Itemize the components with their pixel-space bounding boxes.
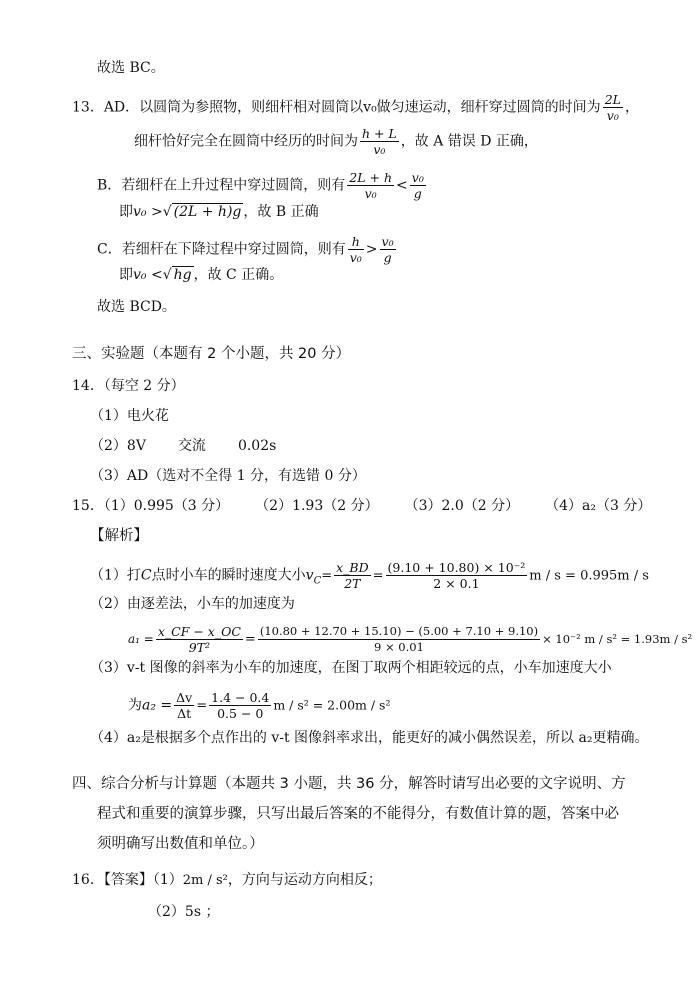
text: ，故 C 正确。: [193, 267, 284, 283]
radicand: hg: [173, 267, 192, 283]
denominator: v₀: [373, 142, 386, 157]
result: × 10⁻² m / s² = 1.93m / s²: [542, 632, 693, 646]
q13-line: [72, 92, 639, 123]
math: a₁ =: [128, 632, 154, 646]
text: B．若细杆在上升过程中穿过圆筒，则有: [97, 177, 346, 194]
math: v₀ <: [133, 267, 163, 283]
text: （3）2.0（2 分）: [404, 498, 520, 514]
q16-line-2: （2）5s ；: [148, 904, 220, 920]
math: 2m / s²: [182, 873, 228, 888]
question-number: 13．AD．: [72, 99, 140, 116]
numerator: (10.80 + 12.70 + 15.10) − (5.00 + 7.10 + 9.10): [259, 624, 539, 638]
point-label: C: [140, 567, 152, 584]
text: 即: [119, 204, 133, 220]
analysis-line-3b: [128, 690, 390, 721]
sqrt-sign: √: [162, 204, 172, 220]
fraction: [360, 126, 399, 157]
text: 16．【答案】（1）: [72, 872, 183, 888]
greater-than: >: [365, 241, 378, 258]
text: （2）1.93（2 分）: [255, 498, 379, 514]
equals: =: [244, 632, 256, 647]
text: ，方向与运动方向相反；: [227, 872, 382, 888]
denominator: 2 × 0.1: [433, 576, 480, 591]
analysis-line-2: （2）由逐差法，小车的加速度为: [90, 596, 295, 612]
text-line: 故选 BC。: [97, 60, 165, 76]
fraction: [386, 560, 528, 591]
denominator: v₀: [349, 250, 362, 265]
denominator: 2T: [344, 576, 361, 591]
analysis-line-3: （3）v-t 图像的斜率为小车的加速度，在图丁取两个相距较远的点，小车加速度大小: [90, 660, 612, 676]
sqrt-sign: √: [162, 267, 172, 283]
analysis-line-1: [90, 560, 649, 591]
numerator: v₀: [381, 234, 394, 249]
denominator: g: [383, 250, 392, 265]
numerator: v₀: [411, 170, 424, 185]
result: m / s² = 2.00m / s²: [273, 697, 391, 713]
fraction: [209, 690, 271, 721]
math: v₀ >: [133, 204, 163, 220]
analysis-line-2b: [128, 624, 692, 655]
text: 为: [128, 697, 142, 714]
numerator: Δv: [176, 690, 193, 705]
denominator: 9 × 0.01: [374, 640, 424, 654]
denominator: g: [413, 186, 422, 201]
numerator: 1.4 − 0.4: [211, 690, 270, 705]
answer-line: [90, 436, 276, 456]
text: 以圆筒为参照物，则细杆相对圆筒以v₀做匀速运动，细杆穿过圆筒的时间为: [139, 99, 601, 116]
numerator: 2L + h: [349, 170, 393, 185]
fraction: [174, 690, 194, 721]
text: （1）打: [90, 567, 141, 584]
fraction: [258, 624, 540, 655]
numerator: h + L: [362, 126, 397, 141]
denominator: 9T²: [188, 640, 211, 655]
text: （2）8V: [90, 438, 146, 454]
less-than: <: [396, 177, 408, 194]
text-line: 故选 BCD。: [97, 299, 176, 315]
question-line: 14．（每空 2 分）: [72, 378, 185, 394]
answer-line: （3）AD（选对不全得 1 分，有选错 0 分）: [90, 468, 366, 484]
option-c-line-2: [119, 265, 283, 285]
fraction: [348, 234, 364, 265]
fraction: [156, 624, 243, 655]
section-heading: 四、综合分析与计算题（本题共 3 小题，共 36 分，解答时请写出必要的文字说明、方: [72, 776, 626, 792]
analysis-heading: 【解析】: [90, 528, 148, 544]
equals: =: [372, 568, 384, 584]
answer-line: （1）电火花: [90, 408, 169, 424]
math: v: [305, 567, 314, 584]
fraction: [347, 170, 394, 201]
text: （4）a₂（3 分）: [545, 498, 652, 514]
text: 0.02s: [237, 438, 277, 454]
numerator: x_CF − x_OC: [157, 624, 241, 639]
section-heading: 三、实验题（本题有 2 个小题，共 20 分）: [72, 346, 351, 362]
denominator: 0.5 − 0: [217, 706, 264, 721]
numerator: x_BD: [336, 560, 369, 575]
text: ，: [624, 99, 639, 116]
option-b-line-2: [119, 202, 319, 222]
result: m / s = 0.995m / s: [529, 568, 649, 584]
text: ，故 B 正确: [243, 204, 319, 220]
fraction: [380, 234, 396, 265]
text: ，故 A 错误 D 正确，: [400, 133, 538, 150]
option-b-line: [97, 170, 428, 201]
numerator: (9.10 + 10.80) × 10⁻²: [387, 560, 526, 575]
math: a₂ =: [142, 697, 173, 714]
radicand: (2L + h)g: [173, 204, 242, 220]
numerator: 2L: [604, 92, 621, 107]
equals: =: [196, 698, 208, 714]
analysis-line-4: （4）a₂是根据多个点作出的 v-t 图像斜率求出，能更好的减小偶然误差，所以 a₂更精确。: [90, 730, 649, 746]
fraction: [410, 170, 426, 201]
text: 细杆恰好完全在圆筒中经历的时间为: [134, 133, 358, 150]
text: 15．（1）0.995（3 分）: [72, 498, 230, 514]
option-c-line: [97, 234, 398, 265]
equals: =: [321, 568, 333, 584]
section-heading-cont: 须明确写出数值和单位。）: [97, 836, 264, 852]
text: 即: [119, 267, 133, 283]
subscript: C: [313, 575, 322, 587]
fraction: [334, 560, 371, 591]
denominator: Δt: [177, 706, 192, 721]
numerator: h: [348, 234, 364, 250]
denominator: v₀: [606, 108, 619, 123]
section-heading-cont: 程式和重要的演算步骤，只写出最后答案的不能得分，有数值计算的题，答案中必: [97, 806, 619, 822]
q16-line: [72, 870, 382, 891]
fraction: [603, 92, 623, 123]
text: C．若细杆在下降过程中穿过圆筒，则有: [97, 241, 346, 258]
text: 交流: [177, 438, 206, 454]
denominator: v₀: [364, 186, 377, 201]
q13-line-2: [134, 126, 538, 157]
question-line: [72, 496, 651, 516]
text: 点时小车的瞬时速度大小: [151, 567, 306, 584]
